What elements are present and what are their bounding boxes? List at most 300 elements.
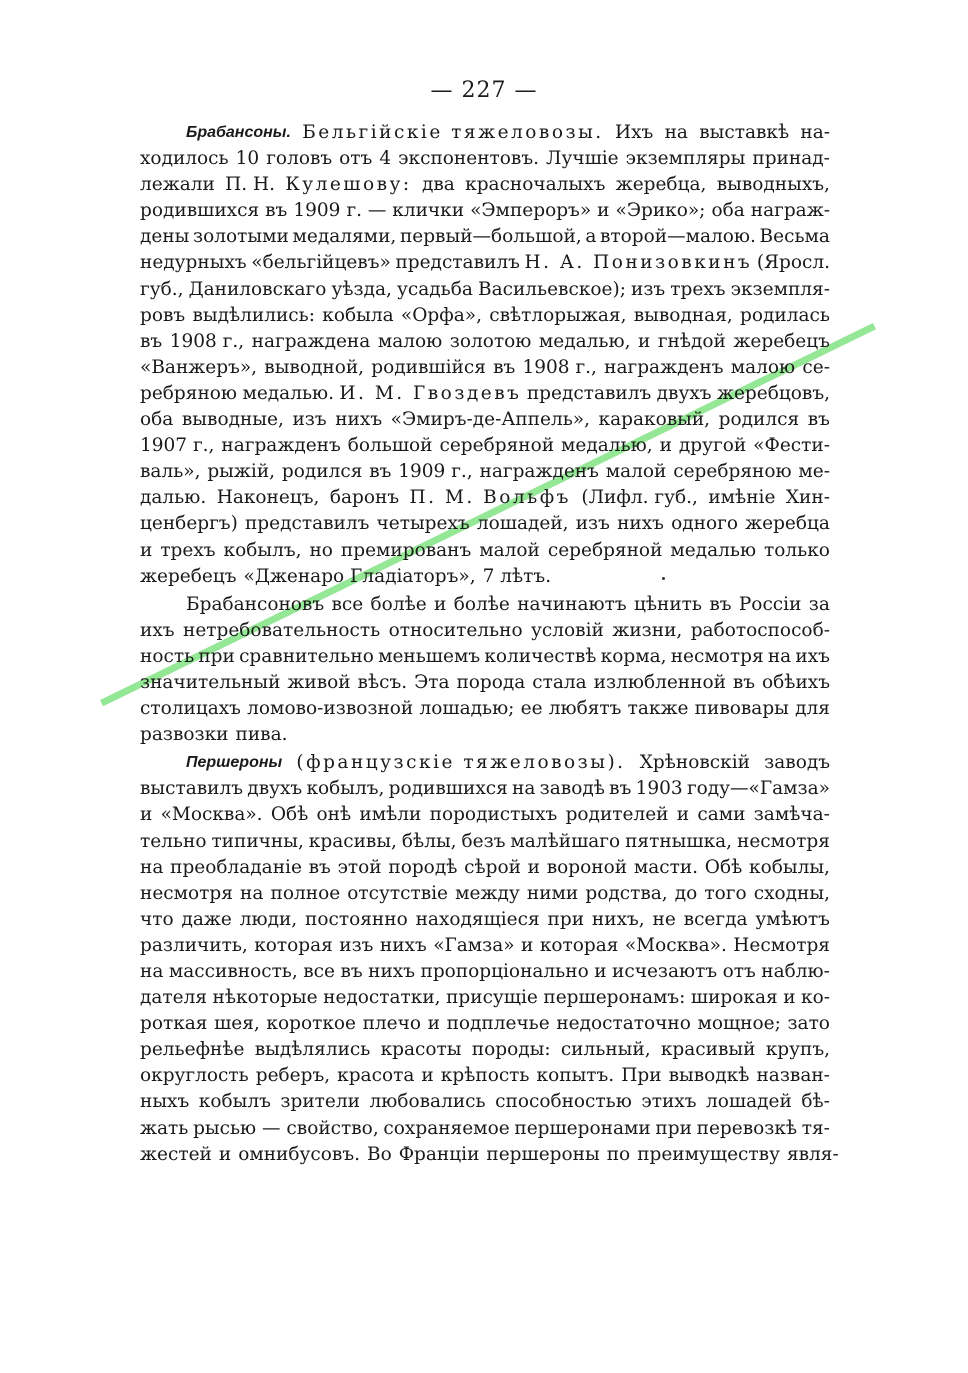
word: недостатки,: [323, 987, 441, 1009]
text-line: [140, 933, 830, 959]
word: 1908 г.,: [522, 356, 597, 378]
word: вѣсъ.: [357, 671, 408, 693]
word: роткая: [140, 1013, 208, 1035]
word: реберъ,: [255, 1065, 331, 1087]
word: выводная,: [633, 304, 733, 326]
page-number: — 227 —: [430, 78, 538, 103]
text-body: [140, 118, 839, 1168]
word: экземпля-: [730, 278, 830, 300]
word: Наконецъ,: [216, 487, 320, 509]
word: и: [427, 1013, 440, 1035]
word: «Москва».: [160, 804, 263, 826]
word: цѣнить: [633, 593, 702, 615]
word: даже: [181, 908, 232, 930]
word: излюбленной: [593, 671, 726, 693]
text-line: [140, 277, 830, 303]
word: плечо: [362, 1013, 421, 1035]
word: мощное;: [697, 1013, 781, 1035]
word: серебряной: [439, 435, 555, 457]
word: также: [627, 698, 689, 720]
word: исчезаютъ: [612, 961, 718, 982]
word: трехъ: [670, 278, 726, 300]
word: представилъ: [526, 382, 652, 404]
word: выводные,: [181, 409, 284, 431]
word: Брабансоновъ: [186, 593, 325, 615]
word: несмотря: [140, 882, 233, 904]
word: Бельгійскіе тяжеловозы.: [302, 122, 604, 143]
word: «Эмпероръ»: [470, 200, 592, 222]
word: ребряною: [140, 382, 238, 404]
word: и: [659, 435, 672, 457]
word: экспонентовъ.: [398, 148, 539, 170]
word: оба: [711, 200, 745, 222]
text-line: [140, 829, 830, 855]
text-line: [140, 644, 830, 670]
word: постоянно: [305, 908, 408, 930]
word: кобылы,: [749, 856, 830, 878]
word: кобылъ: [198, 1091, 271, 1113]
word: и: [434, 593, 447, 615]
word: уѣзда,: [331, 278, 392, 300]
text-line: [140, 1011, 830, 1037]
word: заводъ: [764, 752, 830, 774]
word: рысью — свойство,: [193, 1117, 379, 1139]
word: двухъ: [247, 778, 303, 800]
word: и: [527, 856, 541, 878]
word: далью.: [140, 487, 207, 509]
word: ходилось: [140, 148, 229, 170]
word: ихъ: [140, 619, 175, 641]
word: полное: [270, 882, 341, 904]
word: малѣйшаго: [510, 830, 621, 852]
word: живой: [287, 671, 351, 693]
word: недурныхъ: [140, 252, 247, 274]
word: въ: [493, 356, 516, 378]
word: награждена: [251, 330, 371, 352]
word: все: [331, 593, 364, 615]
word: жеребецъ: [140, 565, 237, 587]
word: болѣе: [370, 593, 427, 615]
word: не: [652, 908, 676, 930]
word: этой: [337, 856, 382, 878]
word: четырехъ: [376, 513, 470, 535]
word: ценбергъ): [140, 513, 238, 535]
word: «Эмиръ-де-Аппель»,: [390, 409, 590, 431]
word: стала: [532, 671, 587, 693]
word: жеребецъ: [733, 330, 830, 352]
word: отъ: [339, 148, 373, 170]
word: лошадей: [706, 1091, 792, 1113]
word: Н. А. Понизовкинъ: [524, 252, 753, 274]
word: всегда: [683, 908, 748, 930]
word: преобладаніе: [170, 856, 302, 878]
word: онѣ: [316, 804, 352, 826]
text-line: [140, 381, 830, 407]
word: серебряной: [547, 539, 663, 561]
word: нихъ: [617, 513, 664, 535]
word: «Дженаро Гладіаторъ»,: [243, 565, 476, 587]
word: крѣпость: [440, 1065, 530, 1087]
word: только: [764, 539, 830, 561]
word: рельефнѣе: [140, 1039, 245, 1061]
text-line: [140, 1116, 830, 1142]
word: отсутствіе: [347, 882, 448, 904]
word: въ: [308, 856, 331, 878]
word: одного: [671, 513, 738, 535]
word: обѣихъ: [762, 671, 830, 693]
word: Даниловскаго: [188, 278, 327, 300]
word: (Яросл.: [756, 252, 830, 274]
word: ихъ: [795, 645, 830, 667]
word: красночалыхъ: [465, 174, 606, 196]
word: «Эрико»;: [615, 200, 706, 222]
word: сами: [697, 804, 746, 826]
word: въ: [732, 671, 756, 693]
word: умѣютъ: [755, 908, 830, 930]
text-line: [140, 1142, 839, 1168]
word: при: [547, 908, 585, 930]
word: безъ: [461, 830, 506, 852]
word: Ихъ: [614, 122, 654, 143]
word: и: [421, 1065, 434, 1087]
word: а: [585, 226, 597, 248]
word: пивовары: [694, 698, 789, 720]
word: жать: [140, 1117, 189, 1139]
word: И. М. Гвоздевъ: [339, 382, 522, 404]
word: начинаютъ: [517, 593, 627, 615]
word: П. Н.: [225, 174, 276, 196]
text-line: [140, 670, 830, 696]
word: широкая: [690, 987, 778, 1009]
word: сравнительно: [239, 645, 374, 667]
word: «бельгійцевъ»: [251, 252, 391, 274]
text-line: [140, 407, 830, 433]
word: тя-: [801, 1117, 830, 1139]
word: представилъ: [244, 513, 370, 535]
word: Лучшіе: [546, 148, 619, 170]
word: нихъ: [368, 961, 416, 982]
word: на: [140, 856, 164, 878]
word: имѣніе: [708, 487, 776, 509]
word: рыжій,: [207, 461, 276, 483]
text-line: [140, 592, 830, 618]
word: 4: [379, 148, 392, 170]
word: явля-: [786, 1143, 839, 1165]
word: въ: [369, 461, 392, 483]
word: Россіи: [738, 593, 802, 615]
word: П. М. Вольфъ: [409, 487, 571, 509]
word: за: [808, 593, 830, 615]
text-line: [140, 564, 830, 590]
word: Обѣ: [270, 804, 309, 826]
word: нихъ,: [591, 908, 645, 930]
word: золотою: [449, 330, 532, 352]
word: въ: [140, 330, 163, 352]
word: и: [140, 804, 153, 826]
word: изъ: [575, 513, 610, 535]
word: выводной,: [264, 356, 365, 378]
word: преимуществу: [637, 1143, 780, 1165]
word: красота: [337, 1065, 415, 1087]
text-line: [140, 433, 830, 459]
word: ее: [520, 698, 543, 720]
word: ними: [526, 882, 579, 904]
word: способностью: [495, 1091, 632, 1113]
word: на: [767, 645, 792, 667]
word: малой: [605, 461, 667, 483]
word: округлость: [140, 1065, 249, 1087]
word: породѣ: [388, 856, 458, 878]
word: находящіеся: [415, 908, 540, 930]
text-line: [140, 120, 830, 146]
text-line: [140, 250, 830, 276]
text-line: [140, 985, 830, 1011]
word: выводкѣ: [668, 1065, 750, 1087]
word: кобыла: [322, 304, 394, 326]
word: награж-: [750, 200, 830, 222]
word: типичны,: [211, 830, 304, 852]
word: и: [783, 987, 796, 1009]
word: подплечье: [446, 1013, 550, 1035]
word: 1903: [635, 778, 683, 800]
word: относительно: [388, 619, 523, 641]
word: отъ: [722, 961, 756, 982]
word: и: [218, 1143, 232, 1165]
word: губ.,: [140, 278, 184, 300]
word: короткое: [266, 1013, 356, 1035]
word: условій: [531, 619, 604, 641]
word: въ: [807, 409, 830, 431]
word: породистыхъ: [429, 804, 558, 826]
paragraph: [140, 120, 830, 590]
word: свѣтлорыжая,: [489, 304, 627, 326]
word: несмотря: [737, 830, 830, 852]
word: пятнышка,: [625, 830, 733, 852]
word: меньшемъ: [378, 645, 481, 667]
text-line: [140, 722, 830, 748]
text-line: [140, 618, 830, 644]
word: родителей: [565, 804, 669, 826]
word: сходны,: [753, 882, 830, 904]
word: премированъ: [340, 539, 472, 561]
word: 1909: [293, 200, 341, 222]
word: присущіе: [446, 987, 538, 1009]
word: Обѣ: [704, 856, 743, 878]
word: въ: [340, 961, 363, 982]
word: на: [664, 122, 688, 143]
word: того: [704, 882, 747, 904]
word: Франціи: [398, 1143, 480, 1165]
word: лежали: [140, 174, 215, 196]
word: ко-: [801, 987, 830, 1009]
word: въ: [709, 593, 732, 615]
word: различить,: [140, 934, 248, 956]
word: болѣе: [453, 593, 510, 615]
word: кобылъ,: [306, 778, 385, 800]
word: родившійся: [371, 356, 486, 378]
word: въ: [265, 200, 288, 222]
word: 1907 г.,: [140, 435, 215, 457]
word: Брабансоны.: [186, 124, 291, 141]
word: сильный,: [560, 1039, 651, 1061]
word: зрители: [280, 1091, 360, 1113]
word: и: [594, 961, 607, 982]
word: два: [421, 174, 455, 196]
word: «Гамза»: [433, 934, 515, 956]
word: Несмотря: [733, 934, 830, 956]
word: заводѣ: [539, 778, 605, 800]
word: родившихся: [140, 200, 260, 222]
word: нѣкоторые: [212, 987, 318, 1009]
paragraph: [140, 592, 830, 749]
word: между: [455, 882, 520, 904]
word: и: [597, 200, 610, 222]
word: и: [676, 804, 690, 826]
text-line: [140, 881, 830, 907]
word: второй—малою.: [600, 226, 756, 248]
text-line: [140, 172, 830, 198]
word: большой: [347, 435, 433, 457]
word: малою: [730, 356, 796, 378]
text-line: [140, 355, 830, 381]
text-line: [140, 1037, 830, 1063]
word: родился: [718, 409, 800, 431]
word: для: [795, 698, 830, 720]
word: 10: [235, 148, 260, 170]
word: перевозкѣ: [696, 1117, 798, 1139]
word: на-: [800, 122, 830, 143]
word: Хрѣновскій: [639, 752, 750, 774]
word: бѣлы,: [401, 830, 457, 852]
text-line: [140, 750, 830, 776]
word: все: [303, 961, 335, 982]
word: развозки: [140, 724, 229, 746]
word: лошадью;: [419, 698, 515, 720]
word: се-: [802, 356, 830, 378]
word: бѣ-: [801, 1091, 830, 1113]
word: на: [240, 882, 264, 904]
word: но: [309, 539, 333, 561]
word: принад-: [752, 148, 830, 170]
word: гнѣдой: [657, 330, 726, 352]
text-line: [140, 485, 830, 511]
word: люди,: [239, 908, 298, 930]
word: медалями,: [292, 226, 397, 248]
word: столицахъ: [140, 698, 241, 720]
word: которая: [254, 934, 333, 956]
word: омнибусовъ.: [238, 1143, 360, 1165]
word: корма,: [600, 645, 667, 667]
word: (Лифл. губ.,: [581, 487, 698, 509]
word: нетребовательность: [182, 619, 381, 641]
word: породы:: [471, 1039, 551, 1061]
word: родившихся: [388, 778, 508, 800]
text-line: [140, 907, 830, 933]
word: медалью,: [561, 435, 653, 457]
text-line: [140, 511, 830, 537]
word: награжденъ: [604, 356, 724, 378]
word: что: [140, 908, 174, 930]
word: оба: [140, 409, 174, 431]
word: первый—большой,: [399, 226, 582, 248]
word: г. — клички: [346, 200, 465, 222]
word: экземпляры: [625, 148, 746, 170]
word: серебряною: [673, 461, 792, 483]
word: красоты: [380, 1039, 462, 1061]
word: караковый,: [598, 409, 711, 431]
word: медалью: [670, 539, 757, 561]
word: ломово-извозной: [247, 698, 414, 720]
word: лошадей,: [476, 513, 569, 535]
word: и: [521, 934, 534, 956]
word: пива.: [235, 724, 288, 746]
word: пропорціонально: [420, 961, 589, 982]
word: награжденъ: [479, 461, 599, 483]
word: При: [621, 1065, 662, 1087]
word: нихъ: [335, 409, 383, 431]
word: въ: [609, 778, 632, 800]
word: жеребца,: [615, 174, 707, 196]
word: этихъ: [641, 1091, 697, 1113]
word: на: [140, 961, 164, 982]
text-line: [140, 959, 830, 985]
text-line: [140, 146, 830, 172]
word: жеребца: [745, 513, 830, 535]
word: на: [512, 778, 536, 800]
word: другой: [678, 435, 747, 457]
word: изъ: [292, 409, 327, 431]
word: шея,: [214, 1013, 260, 1035]
word: выдѣлялись: [254, 1039, 371, 1061]
word: до: [674, 882, 698, 904]
word: родилась: [740, 304, 830, 326]
text-line: [140, 459, 830, 485]
word: головъ: [266, 148, 333, 170]
word: родился: [281, 461, 363, 483]
word: ныхъ: [140, 1091, 190, 1113]
word: родства,: [585, 882, 668, 904]
word: наблю-: [761, 961, 830, 982]
text-line: [140, 855, 830, 881]
word: «Фести-: [753, 435, 830, 457]
word: жестей: [140, 1143, 212, 1165]
word: малой: [479, 539, 540, 561]
word: медалью.: [242, 382, 335, 404]
word: году—«Гамза»: [686, 778, 830, 800]
word: «Москва».: [624, 934, 727, 956]
word: баронъ: [329, 487, 400, 509]
word: порода: [456, 671, 526, 693]
word: крупъ,: [765, 1039, 830, 1061]
word: трехъ: [160, 539, 216, 561]
word: ме-: [798, 461, 830, 483]
text-line: [140, 329, 830, 355]
word: и: [140, 539, 153, 561]
word: ность: [140, 645, 195, 667]
word: выдѣлились:: [192, 304, 315, 326]
word: дены: [140, 226, 190, 248]
word: несмотря: [670, 645, 764, 667]
text-line: [140, 1063, 830, 1089]
word: Першероны: [186, 754, 283, 772]
word: «Орфа»,: [400, 304, 482, 326]
word: усадьба: [396, 278, 473, 300]
text-line: [140, 1089, 830, 1115]
word: которая: [539, 934, 619, 956]
word: назван-: [756, 1065, 830, 1087]
word: кобылъ,: [223, 539, 302, 561]
word: ровъ: [140, 304, 186, 326]
